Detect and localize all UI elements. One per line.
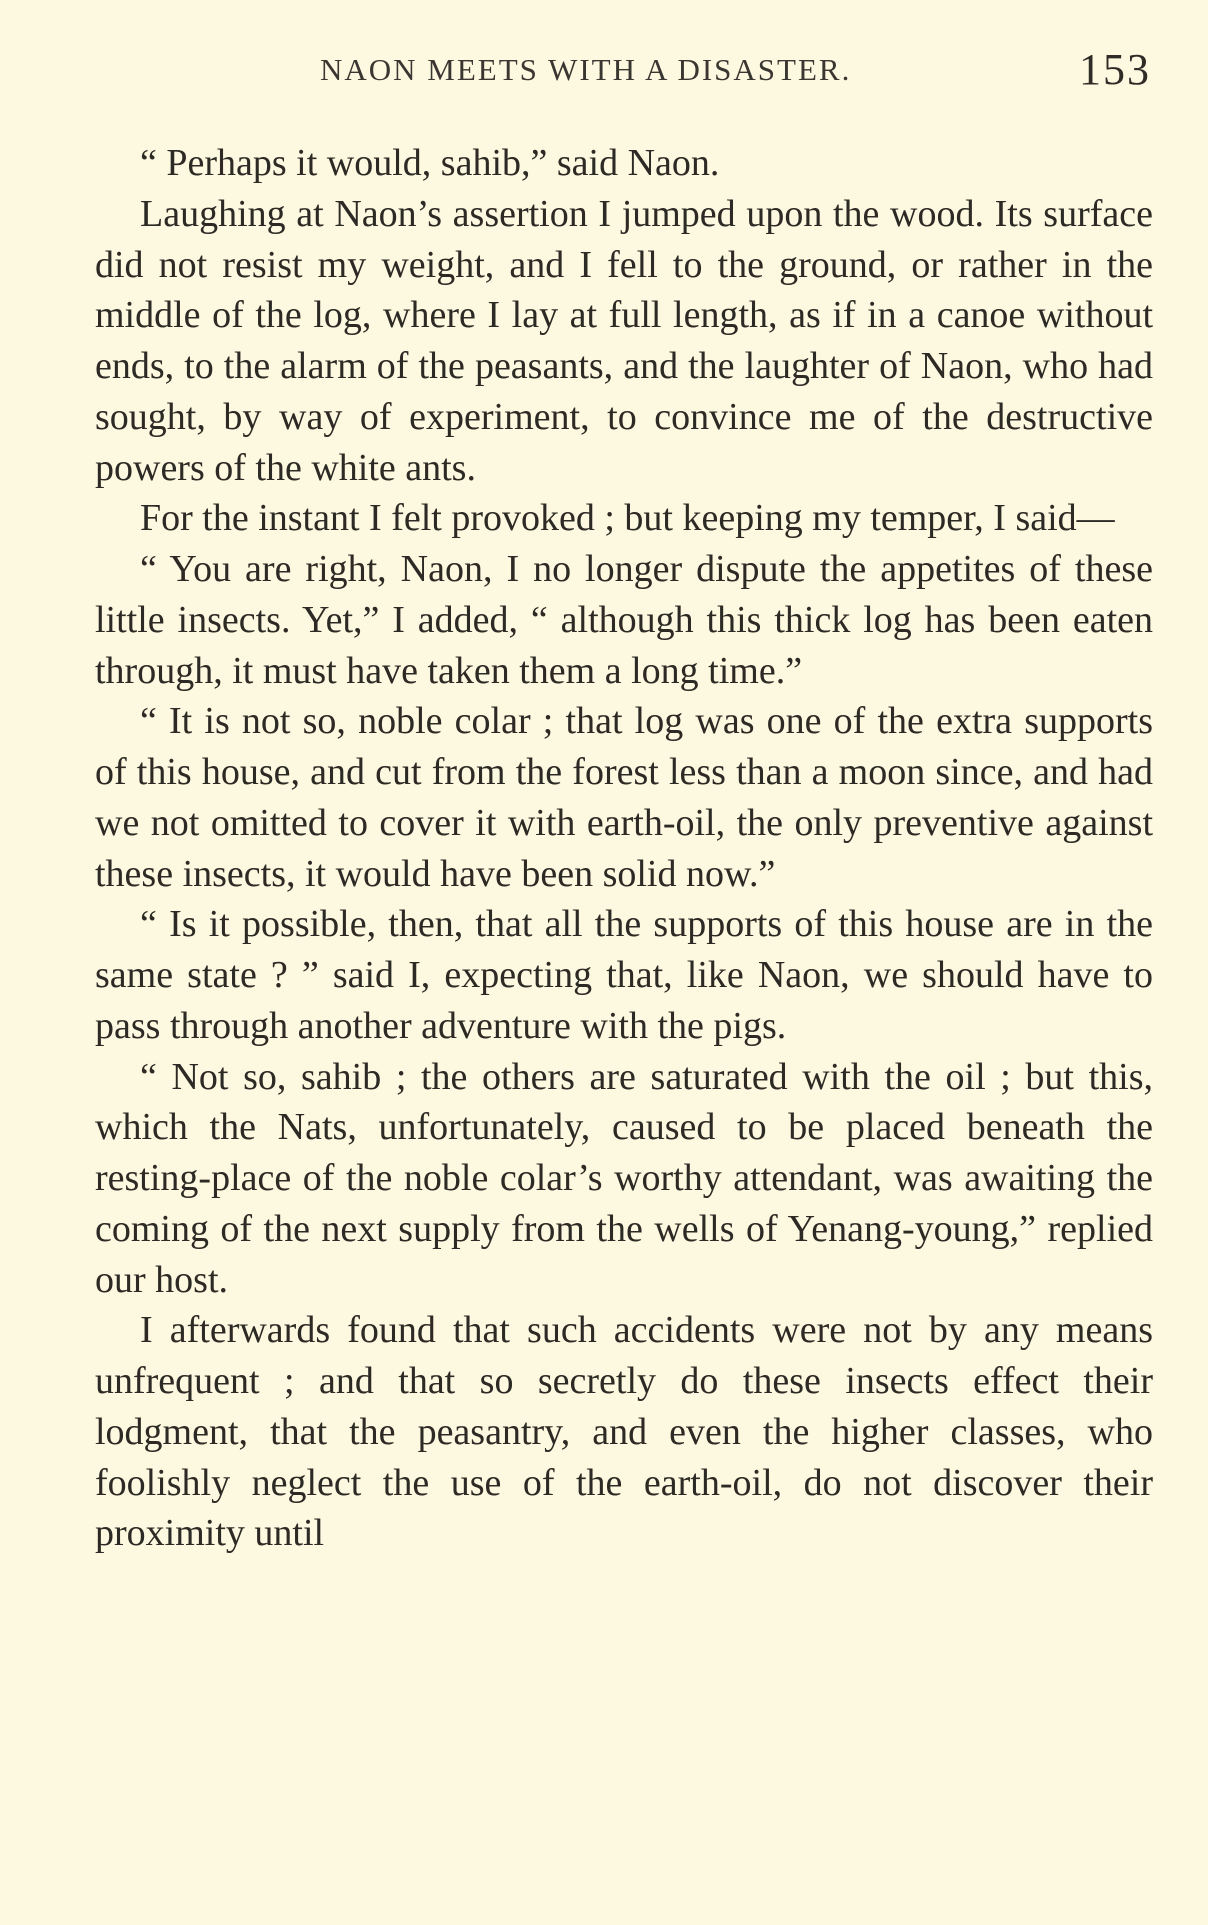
paragraph-3: For the instant I felt provoked ; but keeping my temper, I said— bbox=[140, 497, 1115, 540]
running-title: NAON MEETS WITH A DISASTER. bbox=[320, 52, 852, 87]
page-number: 153 bbox=[1079, 45, 1151, 94]
paragraph-8: I afterwards found that such accidents were not by any means unfrequent ; and that so secretly do these insects effect their lodgment, that the peasantry, and even the higher classes, who foolishly neglect the use of the earth-oil, do not discover their proximity until bbox=[95, 1309, 1153, 1555]
paragraph-6: “ Is it possible, then, that all the supports of this house are in the same state ? ” said I, expecting that, like Naon, we should have to pass through another adventure with the pigs. bbox=[95, 903, 1153, 1047]
paragraph-1: “ Perhaps it would, sahib,” said Naon. bbox=[140, 142, 720, 184]
paragraph-7: “ Not so, sahib ; the others are saturated with the oil ; but this, which the Nats, unfortunately, caused to be placed beneath the resting-place of the noble colar’s worthy attendant, was awaiting the coming of the next supply from the wells of Yenang-young,” replied our host. bbox=[95, 1055, 1153, 1301]
running-head bbox=[95, 44, 1153, 94]
paragraph-5: “ It is not so, noble colar ; that log was one of the extra supports of this house, and cut from the forest less than a moon since, and had we not omitted to cover it with earth-oil, the only preventive against these insects, it would have been solid now.” bbox=[95, 700, 1153, 895]
paragraph-4: “ You are right, Naon, I no longer dispute the appetites of these little insects. Yet,” I added, “ although this thick log has been eaten through, it must have taken them a long time.” bbox=[95, 548, 1153, 692]
paragraph-2: Laughing at Naon’s assertion I jumped upon the wood. Its surface did not resist my weight, and I fell to the ground, or rather in the middle of the log, where I lay at full length, as if in a canoe without ends, to the alarm of the peasants, and the laughter of Naon, who had sought, by way of experiment, to convince me of the destructive powers of the white ants. bbox=[95, 192, 1153, 489]
body-text bbox=[95, 138, 1153, 1559]
